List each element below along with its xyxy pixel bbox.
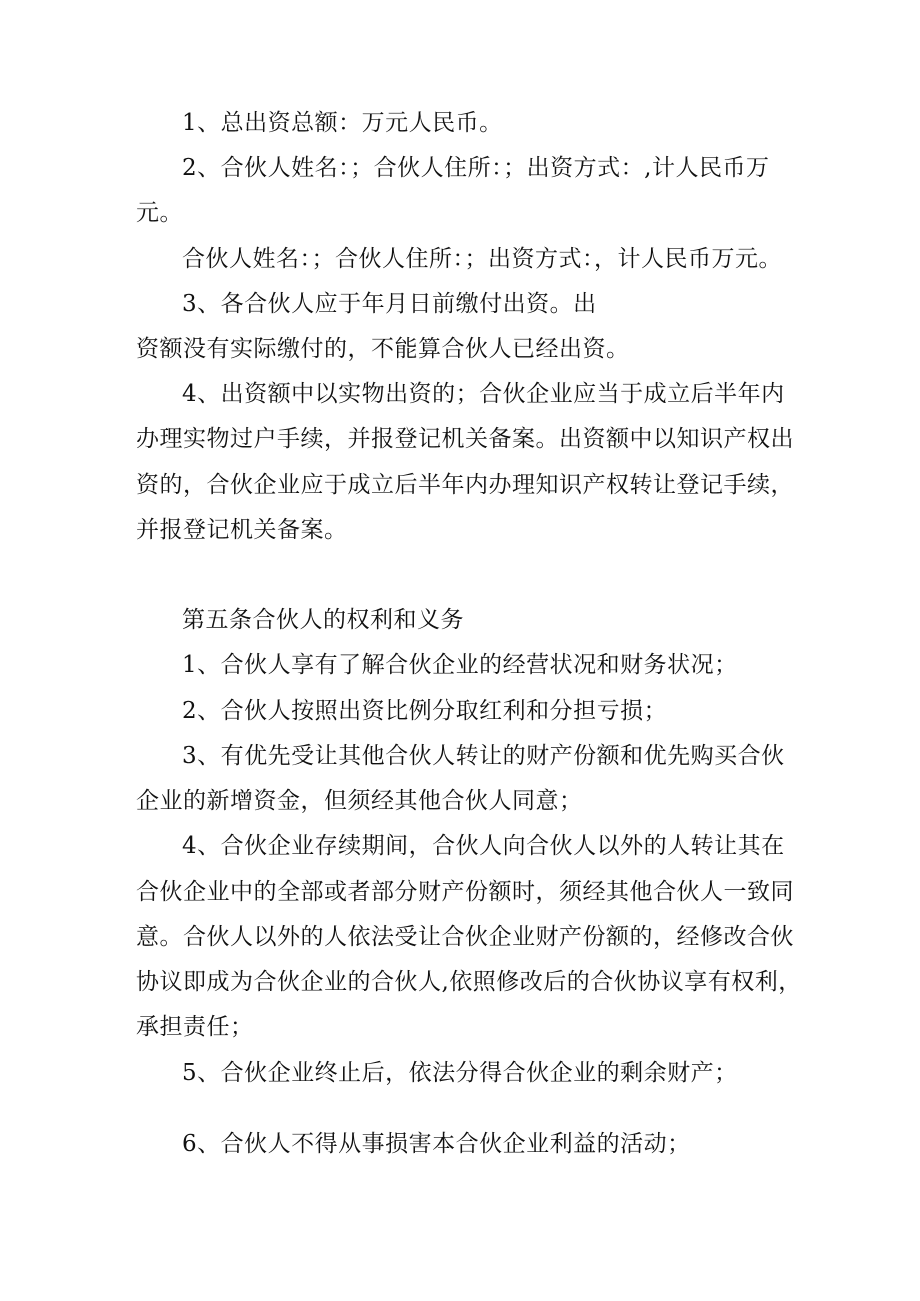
rights-item-3-line1: 3、有优先受让其他合伙人转让的财产份额和优先购买合伙: [182, 743, 785, 769]
paragraph-in-kind-contribution-line2: 办理实物过户手续，并报登记机关备案。出资额中以知识产权出: [136, 426, 794, 452]
rights-item-4-line5: 承担责任；: [136, 1014, 254, 1040]
section-title: 第五条合伙人的权利和义务: [182, 607, 464, 633]
paragraph-payment-deadline-line1: 3、各合伙人应于年月日前缴付出资。出: [182, 291, 597, 317]
paragraph-in-kind-contribution-line4: 并报登记机关备案。: [136, 517, 348, 543]
paragraph-partner-info-line1: 2、合伙人姓名：；合伙人住所：；出资方式：,计人民币万: [182, 155, 770, 181]
rights-item-5: 5、合伙企业终止后，依法分得合伙企业的剩余财产；: [182, 1060, 738, 1086]
paragraph-in-kind-contribution-line1: 4、出资额中以实物出资的；合伙企业应当于成立后半年内: [182, 381, 785, 407]
paragraph-partner-info-second: 合伙人姓名：；合伙人住所：；出资方式：，计人民币万元。: [182, 246, 782, 272]
rights-item-4-line1: 4、合伙企业存续期间，合伙人向合伙人以外的人转让其在: [182, 833, 785, 859]
rights-item-1: 1、合伙人享有了解合伙企业的经营状况和财务状况；: [182, 652, 738, 678]
rights-item-2: 2、合伙人按照出资比例分取红利和分担亏损；: [182, 698, 668, 724]
paragraph-in-kind-contribution-line3: 资的，合伙企业应于成立后半年内办理知识产权转让登记手续，: [136, 472, 794, 498]
rights-item-4-line2: 合伙企业中的全部或者部分财产份额时，须经其他合伙人一致同: [136, 879, 794, 905]
paragraph-total-capital: 1、总出资总额：万元人民币。: [182, 110, 503, 136]
paragraph-payment-deadline-line2: 资额没有实际缴付的，不能算合伙人已经出资。: [136, 336, 630, 362]
rights-item-4-line4: 协议即成为合伙企业的合伙人,依照修改后的合伙协议享有权利，: [136, 969, 802, 995]
rights-item-4-line3: 意。合伙人以外的人依法受让合伙企业财产份额的，经修改合伙: [136, 924, 794, 950]
rights-item-6: 6、合伙人不得从事损害本合伙企业利益的活动；: [182, 1131, 691, 1157]
paragraph-partner-info-line2: 元。: [136, 200, 183, 226]
rights-item-3-line2: 企业的新增资金，但须经其他合伙人同意；: [136, 788, 583, 814]
